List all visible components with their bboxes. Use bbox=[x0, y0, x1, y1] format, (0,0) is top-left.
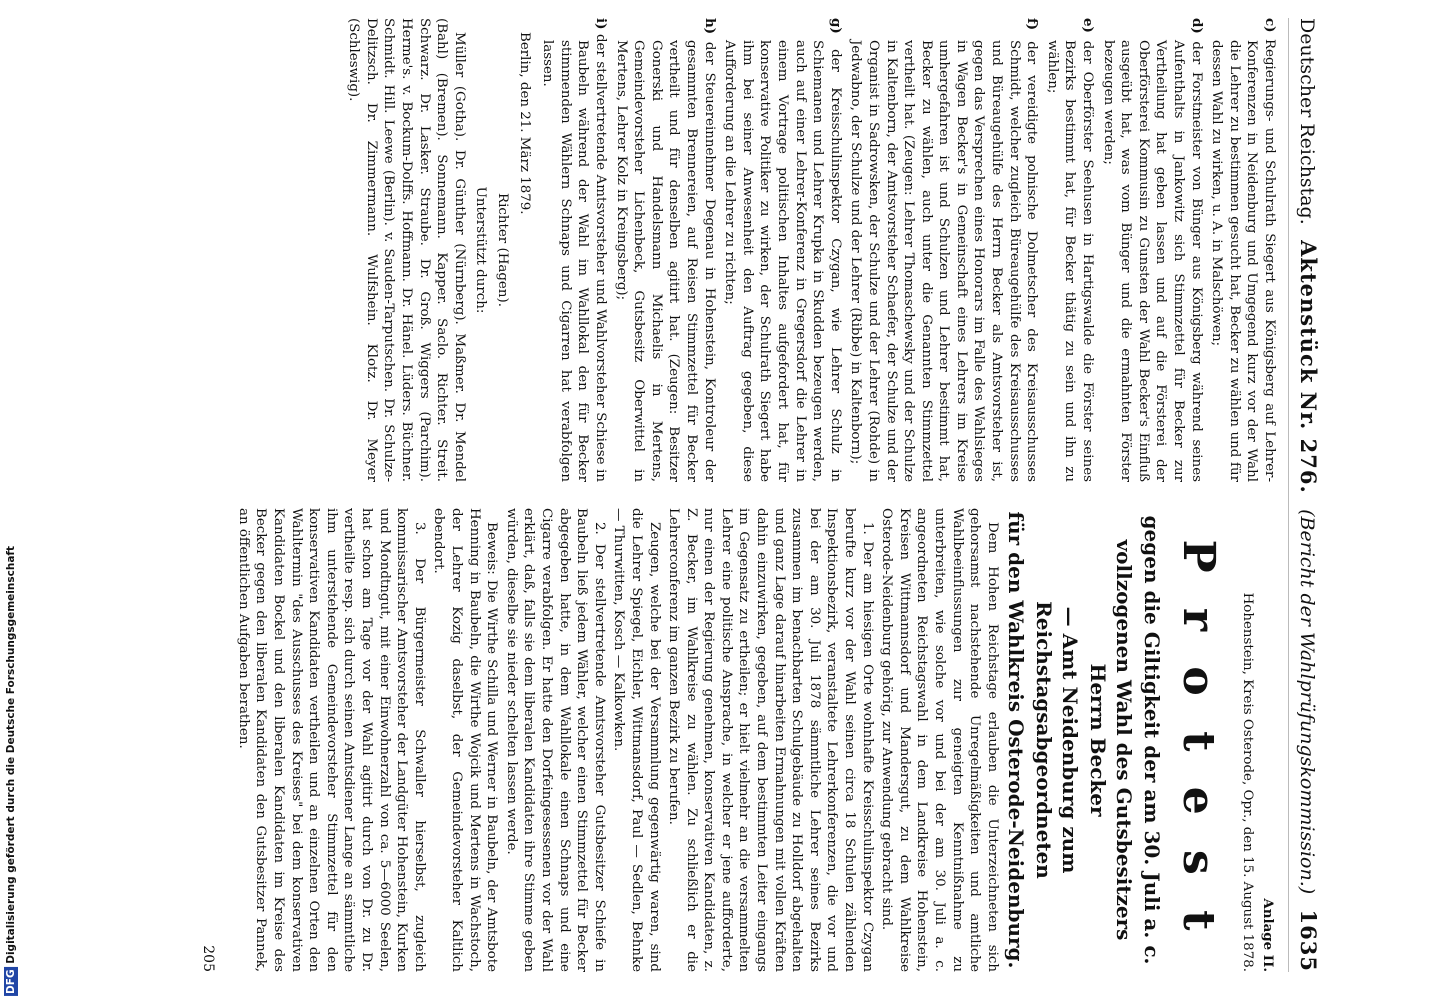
credit-strip bbox=[0, 0, 22, 1000]
supported-by-label: Unterstützt durch: bbox=[473, 186, 489, 314]
heading-line: gegen die Giltigkeit der am 30. Juli a. c. bbox=[1139, 515, 1164, 965]
signer: Richter (Hagen). bbox=[495, 193, 511, 307]
date-line: Berlin, den 21. März 1879. bbox=[516, 32, 532, 215]
list-item: h) der Steuereinnehmer Degenau in Hohenstein, Kontroleur der gesammten Brennereien, auf Reisen Stimmzettel für Becker vertheilt und für denselben agitirt hat. (Zeugen: Besitzer Gonerski und Handelsmann Michaelis in Mertens, Gemeindevorsteher Lichenbeck, Gutsbesitz Oberwittel in Mertens, Lehrer Kolz in Kreingsberg); bbox=[613, 18, 718, 482]
paragraph: Beweis: Die Wirthe Schilla und Werner in Baubeln, der Amtsbote Henning in Baubeln, die Wirthe Wojcik und Mertens in Wachstoch, der Lehrer Kozig daselbst, der Gemeindevorsteher Kaltlich ebendort. bbox=[431, 508, 500, 972]
protest-title: P r o t e s t bbox=[1172, 539, 1224, 941]
paragraph: Zeugen, welche bei der Versammlung gegenwärtig waren, sind die Lehrer Spiegel, Eichler, Wittmansdorf, Paul — Sedlen, Behnke — Thurwitten, Kosch — Kalkowken. bbox=[611, 508, 662, 972]
page-header bbox=[1288, 18, 1320, 972]
paragraph: 3. Der Bürgermeister Schwaller hierselbst, zugleich kommissarischer Amtsvorsteher der Landgüter Hohenstein, Kurken und Mondtngut, mit einer Einwohnerzahl von ca. 5—6000 Seelen, hat schon am Tage vor der Wahl agitirt durch von Dr. zu Dr. vertheilte resp. sich durch seinen Amtsdiener Lange an sämmtliche ihm unterstehende Gemeindevorsteher Stimmzettel für den konservativen Kandidaten vertheilen und an einzelnen Orten den Wahltermin "des Ausschusses des Kreises" bei dem konservativen Kandidaten Bockel und den liberalen Kandidaten im Kreise des Becker gegen den liberalen Kandidaten den Gutsbesitzer Pannek, an öffentlichen Aufgaben berathen. bbox=[235, 508, 427, 972]
paragraph: 1. Der am hiesigen Orte wohnhafte Kreisschulinspektor Czygan berufte kurz vor der Wahl seinen circa 18 Schulen zählenden Inspektionsbezirk, veranstaltete Lehrerkonferenzen, die vor und bei der am 30. Juli 1878 sämmtliche Lehrer seines Bezirks zusammen im benachbarten Schulgebäude zu Holldorf abgehalten und ganz Lage darauf hinarbeiten Ermahnungen mit vollen Kräften dahin einzuwirken, gegeben, auf dem bestimmten Leiter eingangs im Gegensatz zu ertheilen; er hielt vielmehr an die versammelten Lehrer eine politische Ansprache, in welcher er jene aufforderte, nur einen der Regierung genehmen, konservativen Kandidaten, z. Z. Becker, im Wahlkreise zu wählen. Zu schließlich er die Lehrerconferenz im ganzen Bezirk zu berufen. bbox=[666, 508, 875, 972]
header-caption: (Bericht der Wahlprüfungskommission.) bbox=[1296, 509, 1318, 895]
annex-label: Anlage II. bbox=[1260, 898, 1276, 972]
supporters-list: Müller (Gotha). Dr. Günther (Nürnberg). Maßmer. Dr. Mendel (Bahl) (Bremen). Sonnemann. Kapper. Saclo. Richter. Streit. Schwarz. Dr. Lasker. Straube. Dr. Groß. Wiggers (Parchim). Herme's. v. Bockum-Dolffs. Hoffmann. Dr. Hänel. Lüders. Büchner. Schmidt. Hill. Leewe (Berlin). v. Sauden-Tarputschen. Dr. Schulze-Delitzsch. Dr. Zimmermann. Wulfshein. Klotz. Dr. Meyer (Schleswig). bbox=[346, 18, 467, 482]
header-title: Deutscher Reichstag. bbox=[1296, 18, 1318, 225]
right-column bbox=[38, 508, 1278, 972]
heading-line: — Amt Neidenburg zum Reichstagsabgeordneten bbox=[1031, 601, 1082, 879]
credit-text bbox=[5, 536, 17, 1000]
list-item: e) der Oberförster Seehusen in Hartigswalde die Förster seines Bezirks bestimmt hat, für Becker thätig zu sein und ihn zu wählen; bbox=[1044, 18, 1097, 482]
list-item: f) der vereidigte polnische Dolmetscher des Kreisausschusses Schmidt, welcher zugleich Büreaugehülfe des Kreisausschusses und Büreaugehülfe des Herrn Becker als Amtsvorsteher ist, gegen das Versprechen eines Honorars im Falle des Wahlsieges in Wagen Becker's in Gemeinschaft eines Lehrers im Kreise umhergefahren ist und Schulzen und Lehrer bestimmt hat, Becker zu wählen, auch unter die Genannten Stimmzettel vertheilt hat. (Zeugen: Lehrer Thomaschewsky und der Schulze in Kaltenborn, der Amtsvorsteher Schaefer, der Schulze und der Organist in Sadrowsken, der Schulze und der Lehrer (Rohde) in Jedwabno, der Schulze und der Lehrer (Ribbe) in Kaltenborn); bbox=[848, 18, 1041, 482]
credit-label: Digitalisierung gefördert durch die Deutsche Forschungsgemeinschaft bbox=[5, 546, 17, 964]
dateline: Hohenstein, Kreis Osterode, Opr., den 15. August 1878. bbox=[1240, 592, 1256, 972]
heading-line: vollzogenen Wahl des Gutsbesitzers Herrn Becker bbox=[1085, 539, 1136, 941]
list-item: c) Regierungs- und Schulrath Siegert aus Königsberg auf Lehrer-Konferenzen in Neidenburg und Umgegend kurz vor der Wahl die Lehrer zu bestimmen gesucht hat, Becker zu wählen und für dessen Wahl zu wirken, u. A. in Malschöwen; bbox=[1209, 18, 1278, 482]
page-foot-number: 205 bbox=[200, 945, 217, 972]
paragraph: Dem Hohen Reichstage erlauben die Unterzeichneten sich gehorsamst nachstehende Unregelmäßigkeiten und amtliche Wahlbeeinflussungen zur geneigten Kenntnißnahme zu unterbreiten, wie solche vor und bei der am 30. Juli a. c. angeordneten Reichstagswahl in dem Landkreise Hohenstein, Kreisen Wittmannsdorf und Mandersgut, zu dem Wahlkreise Osterode-Neidenburg gehörig, zur Anwendung gebracht sind. bbox=[879, 508, 1000, 972]
paragraph: 2. Der stellvertretende Amtsvorsteher Gutsbesitzer Schiefe in Baubeln ließ jedem Wähler, welcher einen Stimmzettel für Becker abgegeben hatte, in dem Wahllokale einen Schnaps und eine Cigarre verabfolgen. Er hatte den Dorfeingesessenen vor der Wahl erklärt, daß, falls sie dem liberalen Kandidaten ihre Stimme geben würden, dieselbe sie nieder schelten lassen werde. bbox=[503, 508, 607, 972]
list-item: d) der Forstmeister von Bünger aus Königsberg während seines Aufenthalts in Jankowitz sich Stimmzettel für Becker zur Vertheilung hat geben lassen und auf die Försterei der Oberförsterei Kommusin zu Gunsten der Wahl Becker's Einfluß ausgeübt hat, was vom Bünger und die ermahnten Förster bezeugen werden; bbox=[1100, 18, 1205, 482]
dfg-logo: DFG bbox=[5, 969, 17, 994]
page-number: 1635 bbox=[1296, 909, 1321, 972]
list-item: g) der Kreisschulinspektor Czygan, wie Lehrer Schulz in Schiemanen und Lehrer Krupka in Skudden bezeugen werden, auch auf einer Lehrer-Konferenz in Gregersdorf die Lehrer in einem Vortrage politischen Inhaltes aufgefordert hat, für konservative Politiker zu wirken, der Schulrath Siegert habe ihm bei seiner Anwesenheit den Auftrag gegeben, diese Aufforderung an die Lehrer zu richten; bbox=[722, 18, 844, 482]
left-column bbox=[38, 18, 1278, 482]
heading-line: für den Wahlkreis Osterode-Neidenburg. bbox=[1003, 511, 1028, 969]
list-item: i) der stellvertretende Amtsvorsteher und Wahlvorsteher Schiese in Baubeln während der Wahl im Wahllokal den für Becker stimmenden Wählern Schnaps und Cigarren hat verabfolgen lassen. bbox=[540, 18, 610, 482]
text-columns bbox=[38, 18, 1278, 972]
document-number: Aktenstück Nr. 276. bbox=[1296, 240, 1321, 494]
